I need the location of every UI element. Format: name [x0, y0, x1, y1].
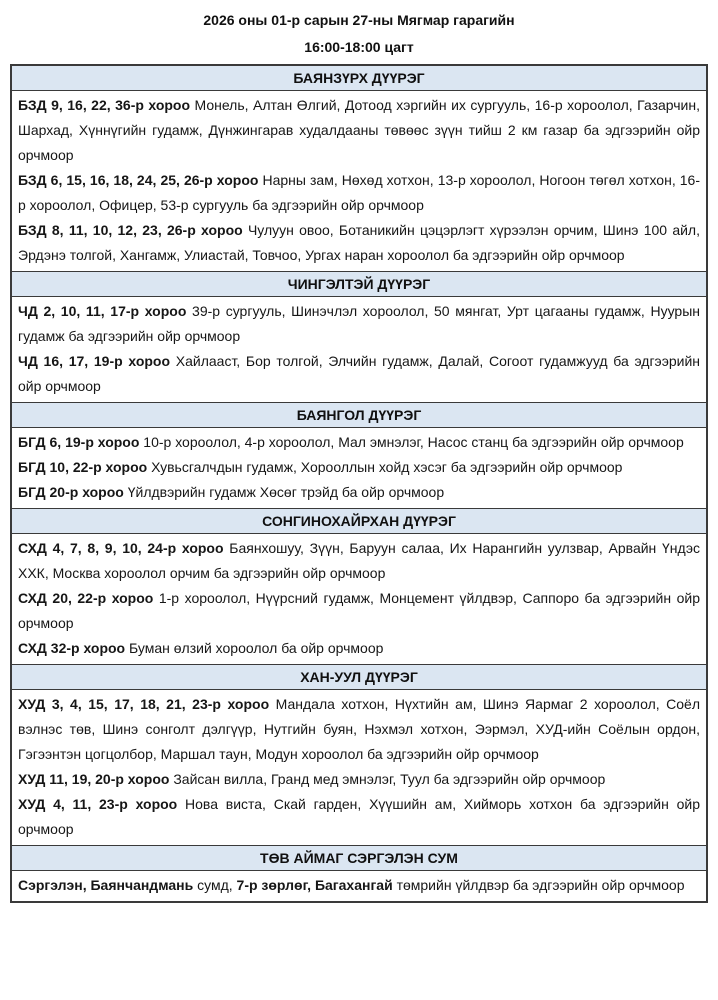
section-body [12, 91, 706, 271]
section-header: ХАН-УУЛ ДҮҮРЭГ [12, 664, 706, 690]
row-regular-text: Нарны зам, Нөхөд хотхон, 13-р хороолол, Ногоон төгөл хотхон, 16-р хороолол, Офицер, 53-р сургууль ба эдгээрийн ойр орчмоор [18, 172, 701, 213]
schedule-table [10, 64, 708, 903]
row-bold-text: Сэргэлэн, Баянчандмань [18, 877, 194, 893]
table-row [18, 536, 700, 586]
row-bold-text: БЗД 6, 15, 16, 18, 24, 25, 26-р хороо [18, 172, 259, 188]
district-section [12, 66, 706, 271]
row-bold-text: ХУД 3, 4, 15, 17, 18, 21, 23-р хороо [18, 696, 270, 712]
row-regular-text: Зайсан вилла, Гранд мед эмнэлэг, Туул ба эдгээрийн ойр орчмоор [169, 771, 606, 787]
row-regular-text: Хувьсгалчдын гудамж, Хорооллын хойд хэсэг ба эдгээрийн ойр орчмоор [147, 459, 623, 475]
table-row [18, 636, 700, 661]
table-row [18, 480, 700, 505]
row-regular-text: 10-р хороолол, 4-р хороолол, Мал эмнэлэг, Насос станц ба эдгээрийн ойр орчмоор [139, 434, 684, 450]
row-regular-text: сумд, [193, 877, 237, 893]
section-header: ЧИНГЭЛТЭЙ ДҮҮРЭГ [12, 271, 706, 297]
table-row [18, 792, 700, 842]
row-regular-text: Мандала хотхон, Нүхтийн ам, Шинэ Яармаг 2 хороолол, Соёл вэлнэс төв, Шинэ сонголт дэлгүүр, Нутгийн буян, Нэхмэл хотхон, Ээрмэл, ХУД-ийн Соёлын ордон, Гэгээнтэн цогцолбор, Маршал таун, Модун хороолол ба эдгээрийн ойр орчмоор [18, 696, 700, 762]
row-regular-text: 39-р сургууль, Шинэчлэл хороолол, 50 мянгат, Урт цагааны гудамж, Нуурын гудамж ба эдгээрийн ойр орчмоор [18, 303, 700, 344]
row-bold-text: ХУД 11, 19, 20-р хороо [18, 771, 170, 787]
district-section [12, 845, 706, 901]
table-row [18, 692, 700, 767]
document-title [0, 7, 718, 61]
table-row [18, 586, 700, 636]
section-body [12, 297, 706, 402]
table-row [18, 430, 700, 455]
row-bold-text: ЧД 16, 17, 19-р хороо [18, 353, 171, 369]
district-section [12, 402, 706, 508]
row-regular-text: Чулуун овоо, Ботаникийн цэцэрлэгт хүрээлэн орчим, Шинэ 100 айл, Эрдэнэ толгой, Хангамж, Улиастай, Товчоо, Ургах наран хороолол ба эдгээрийн ойр орчмоор [18, 222, 700, 263]
table-row [18, 455, 700, 480]
section-body [12, 534, 706, 664]
section-header: БАЯНГОЛ ДҮҮРЭГ [12, 402, 706, 428]
row-regular-text: Буман өлзий хороолол ба ойр орчмоор [125, 640, 384, 656]
row-regular-text: Баянхошуу, Зүүн, Баруун салаа, Их Нарангийн уулзвар, Арвайн Үндэс ХХК, Москва хороолол орчим ба эдгээрийн ойр орчмоор [18, 540, 700, 581]
row-bold-text: СХД 4, 7, 8, 9, 10, 24-р хороо [18, 540, 224, 556]
title-line-2: 16:00-18:00 цагт [304, 39, 414, 55]
section-body [12, 871, 706, 901]
row-bold-text: СХД 32-р хороо [18, 640, 126, 656]
row-bold-text: ХУД 4, 11, 23-р хороо [18, 796, 178, 812]
district-section [12, 508, 706, 664]
table-row [18, 93, 700, 168]
row-bold-text: 7-р зөрлөг, Багахангай [236, 877, 393, 893]
row-regular-text: 1-р хороолол, Нүүрсний гудамж, Монцемент үйлдвэр, Саппоро ба эдгээрийн ойр орчмоор [18, 590, 700, 631]
row-regular-text: Хайлааст, Бор толгой, Элчийн гудамж, Далай, Согоот гудамжууд ба эдгээрийн ойр орчмоор [18, 353, 701, 394]
row-bold-text: СХД 20, 22-р хороо [18, 590, 154, 606]
section-header: БАЯНЗҮРХ ДҮҮРЭГ [12, 66, 706, 91]
table-row [18, 299, 700, 349]
section-body [12, 690, 706, 845]
row-bold-text: БЗД 8, 11, 10, 12, 23, 26-р хороо [18, 222, 243, 238]
district-section [12, 271, 706, 402]
row-bold-text: БЗД 9, 16, 22, 36-р хороо [18, 97, 191, 113]
table-row [18, 349, 700, 399]
table-row [18, 767, 700, 792]
row-bold-text: БГД 20-р хороо [18, 484, 124, 500]
row-regular-text: Нова виста, Скай гарден, Хүүшийн ам, Хийморь хотхон ба эдгээрийн ойр орчмоор [18, 796, 700, 837]
row-bold-text: ЧД 2, 10, 11, 17-р хороо [18, 303, 187, 319]
table-row [18, 873, 700, 898]
table-row [18, 218, 700, 268]
title-line-1: 2026 оны 01-р сарын 27-ны Мягмар гарагийн [203, 12, 515, 28]
section-body [12, 428, 706, 508]
row-regular-text: Үйлдвэрийн гудамж Хөсөг трэйд ба ойр орчмоор [123, 484, 445, 500]
table-row [18, 168, 700, 218]
row-regular-text: Монель, Алтан Өлгий, Дотоод хэргийн их сургууль, 16-р хороолол, Газарчин, Шархад, Хүннүгийн гудамж, Дүнжингарав худалдааны төвөөс зүүн тийш 2 км газар ба эдгээрийн ойр орчмоор [18, 97, 700, 163]
row-regular-text: төмрийн үйлдвэр ба эдгээрийн ойр орчмоор [392, 877, 685, 893]
row-bold-text: БГД 6, 19-р хороо [18, 434, 140, 450]
section-header: ТӨВ АЙМАГ СЭРГЭЛЭН СУМ [12, 845, 706, 871]
row-bold-text: БГД 10, 22-р хороо [18, 459, 148, 475]
district-section [12, 664, 706, 845]
section-header: СОНГИНОХАЙРХАН ДҮҮРЭГ [12, 508, 706, 534]
